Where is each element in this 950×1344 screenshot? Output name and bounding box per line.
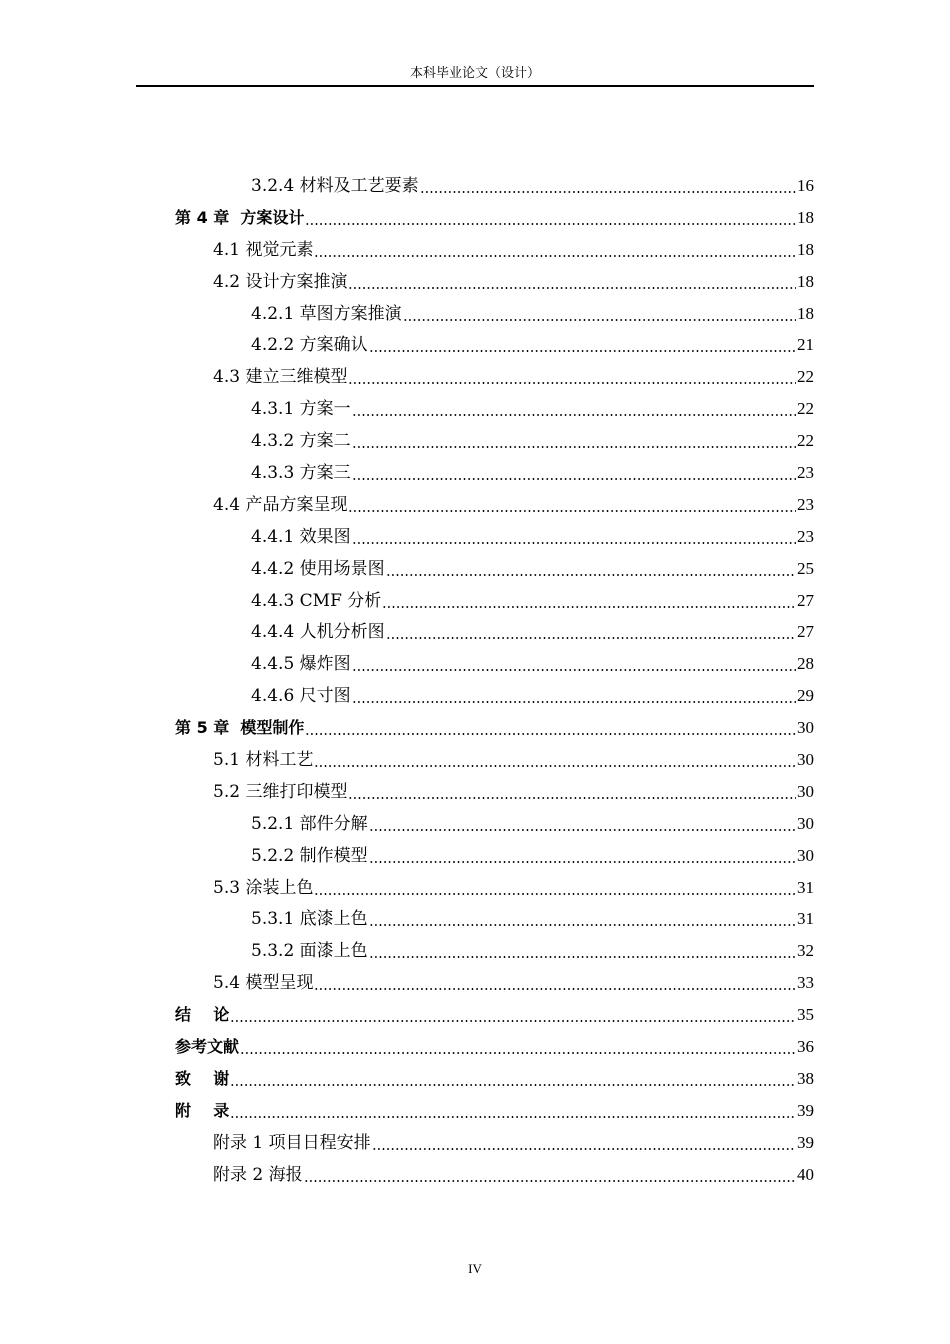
toc-entry[interactable] <box>175 425 814 457</box>
toc-entry-page: 30 <box>797 813 814 833</box>
dot-leader <box>240 1052 796 1054</box>
toc-entry-title: 4.4.2 使用场景图 <box>251 558 385 579</box>
table-of-contents <box>175 170 814 1191</box>
dot-leader <box>352 542 796 544</box>
dot-leader <box>230 1116 796 1118</box>
toc-entry-page: 23 <box>797 462 814 482</box>
toc-entry[interactable] <box>175 776 814 808</box>
toc-entry-page: 18 <box>797 303 814 323</box>
toc-entry-title: 4.4.5 爆炸图 <box>251 654 351 675</box>
toc-entry[interactable] <box>175 457 814 489</box>
toc-entry-page: 18 <box>797 271 814 291</box>
toc-entry-title: 4.3 建立三维模型 <box>213 367 348 388</box>
dot-leader <box>369 924 796 926</box>
toc-entry[interactable] <box>175 1159 814 1191</box>
toc-entry-title: 4.3.2 方案二 <box>251 431 351 452</box>
dot-leader <box>369 350 796 352</box>
toc-entry-title: 4.2.1 草图方案推演 <box>251 303 402 324</box>
toc-entry-page: 32 <box>797 941 814 961</box>
toc-entry-page: 27 <box>797 622 814 642</box>
toc-entry-page: 35 <box>797 1005 814 1025</box>
dot-leader <box>386 637 796 639</box>
toc-entry-title: 附录 1 项目日程安排 <box>213 1132 371 1153</box>
dot-leader <box>314 765 796 767</box>
toc-entry-page: 23 <box>797 526 814 546</box>
toc-entry[interactable] <box>175 808 814 840</box>
toc-entry-title: 5.1 材料工艺 <box>213 749 314 770</box>
dot-leader <box>305 223 796 225</box>
toc-entry-title: 5.3.2 面漆上色 <box>251 941 368 962</box>
toc-entry-page: 27 <box>797 590 814 610</box>
dot-leader <box>420 191 796 193</box>
toc-entry-page: 22 <box>797 431 814 451</box>
toc-entry-title: 4.2 设计方案推演 <box>213 271 348 292</box>
dot-leader <box>230 1020 796 1022</box>
toc-entry-title: 4.4 产品方案呈现 <box>213 494 348 515</box>
toc-entry[interactable] <box>175 1095 814 1127</box>
toc-entry[interactable] <box>175 329 814 361</box>
toc-entry[interactable] <box>175 840 814 872</box>
toc-entry[interactable] <box>175 1063 814 1095</box>
toc-entry-page: 16 <box>797 175 814 195</box>
toc-entry[interactable] <box>175 489 814 521</box>
toc-entry-page: 22 <box>797 367 814 387</box>
toc-entry-page: 30 <box>797 781 814 801</box>
toc-entry[interactable] <box>175 202 814 234</box>
toc-entry-page: 30 <box>797 845 814 865</box>
toc-entry-title: 5.2.1 部件分解 <box>251 813 368 834</box>
toc-entry[interactable] <box>175 935 814 967</box>
toc-entry-title: 结 论 <box>175 1005 230 1025</box>
toc-entry-page: 21 <box>797 335 814 355</box>
dot-leader <box>348 382 796 384</box>
dot-leader <box>403 319 796 321</box>
dot-leader <box>314 893 796 895</box>
dot-leader <box>386 574 796 576</box>
toc-entry[interactable] <box>175 298 814 330</box>
dot-leader <box>348 510 796 512</box>
toc-entry-page: 28 <box>797 654 814 674</box>
running-header: 本科毕业论文（设计） <box>409 66 540 81</box>
toc-entry[interactable] <box>175 585 814 617</box>
toc-entry-page: 31 <box>797 909 814 929</box>
toc-entry-title: 参考文献 <box>175 1036 240 1056</box>
toc-entry-page: 22 <box>797 399 814 419</box>
toc-entry-page: 25 <box>797 558 814 578</box>
toc-entry-title: 第 4 章 方案设计 <box>175 207 305 227</box>
dot-leader <box>382 606 796 608</box>
header-rule <box>136 85 814 87</box>
toc-entry[interactable] <box>175 967 814 999</box>
toc-entry-page: 39 <box>797 1100 814 1120</box>
toc-entry[interactable] <box>175 999 814 1031</box>
toc-entry-title: 5.3 涂装上色 <box>213 877 314 898</box>
toc-entry-page: 30 <box>797 718 814 738</box>
toc-entry-page: 39 <box>797 1132 814 1152</box>
toc-entry-title: 致 谢 <box>175 1068 230 1088</box>
toc-entry-page: 38 <box>797 1068 814 1088</box>
toc-entry-title: 4.4.3 CMF 分析 <box>251 590 382 611</box>
toc-entry[interactable] <box>175 680 814 712</box>
toc-entry-title: 4.2.2 方案确认 <box>251 335 368 356</box>
dot-leader <box>352 669 796 671</box>
toc-entry-title: 4.3.1 方案一 <box>251 399 351 420</box>
toc-entry-page: 36 <box>797 1036 814 1056</box>
dot-leader <box>314 988 796 990</box>
toc-entry[interactable] <box>175 1127 814 1159</box>
toc-entry[interactable] <box>175 553 814 585</box>
toc-entry-title: 附录 2 海报 <box>213 1164 303 1185</box>
toc-entry-page: 33 <box>797 973 814 993</box>
toc-entry-title: 5.3.1 底漆上色 <box>251 909 368 930</box>
dot-leader <box>305 733 796 735</box>
toc-entry-title: 4.4.1 效果图 <box>251 526 351 547</box>
toc-entry[interactable] <box>175 872 814 904</box>
dot-leader <box>369 956 796 958</box>
page-number: IV <box>468 1261 482 1276</box>
toc-entry[interactable] <box>175 616 814 648</box>
dot-leader <box>352 446 796 448</box>
dot-leader <box>348 287 796 289</box>
toc-entry[interactable] <box>175 712 814 744</box>
toc-entry-page: 23 <box>797 494 814 514</box>
toc-entry-title: 3.2.4 材料及工艺要素 <box>251 175 419 196</box>
toc-entry-title: 4.4.4 人机分析图 <box>251 622 385 643</box>
dot-leader <box>304 1180 796 1182</box>
toc-entry[interactable] <box>175 266 814 298</box>
toc-entry-title: 5.4 模型呈现 <box>213 973 314 994</box>
toc-entry-page: 30 <box>797 749 814 769</box>
dot-leader <box>369 861 796 863</box>
toc-entry-title: 4.1 视觉元素 <box>213 239 314 260</box>
dot-leader <box>348 797 796 799</box>
toc-entry[interactable] <box>175 234 814 266</box>
toc-entry-page: 18 <box>797 239 814 259</box>
toc-entry-title: 4.4.6 尺寸图 <box>251 686 351 707</box>
toc-entry-title: 5.2 三维打印模型 <box>213 781 348 802</box>
toc-entry[interactable] <box>175 1031 814 1063</box>
dot-leader <box>352 701 796 703</box>
toc-entry[interactable] <box>175 903 814 935</box>
toc-entry-page: 31 <box>797 877 814 897</box>
dot-leader <box>230 1084 796 1086</box>
toc-entry[interactable] <box>175 361 814 393</box>
toc-entry-page: 18 <box>797 207 814 227</box>
dot-leader <box>352 478 796 480</box>
dot-leader <box>314 255 796 257</box>
toc-entry[interactable] <box>175 393 814 425</box>
toc-entry[interactable] <box>175 170 814 202</box>
toc-entry[interactable] <box>175 648 814 680</box>
toc-entry-title: 第 5 章 模型制作 <box>175 718 305 738</box>
toc-entry-title: 4.3.3 方案三 <box>251 462 351 483</box>
toc-entry[interactable] <box>175 521 814 553</box>
toc-entry-title: 5.2.2 制作模型 <box>251 845 368 866</box>
toc-entry-page: 40 <box>797 1164 814 1184</box>
dot-leader <box>369 829 796 831</box>
toc-entry-title: 附 录 <box>175 1100 230 1120</box>
dot-leader <box>372 1148 796 1150</box>
toc-entry[interactable] <box>175 744 814 776</box>
dot-leader <box>352 414 796 416</box>
toc-entry-page: 29 <box>797 686 814 706</box>
